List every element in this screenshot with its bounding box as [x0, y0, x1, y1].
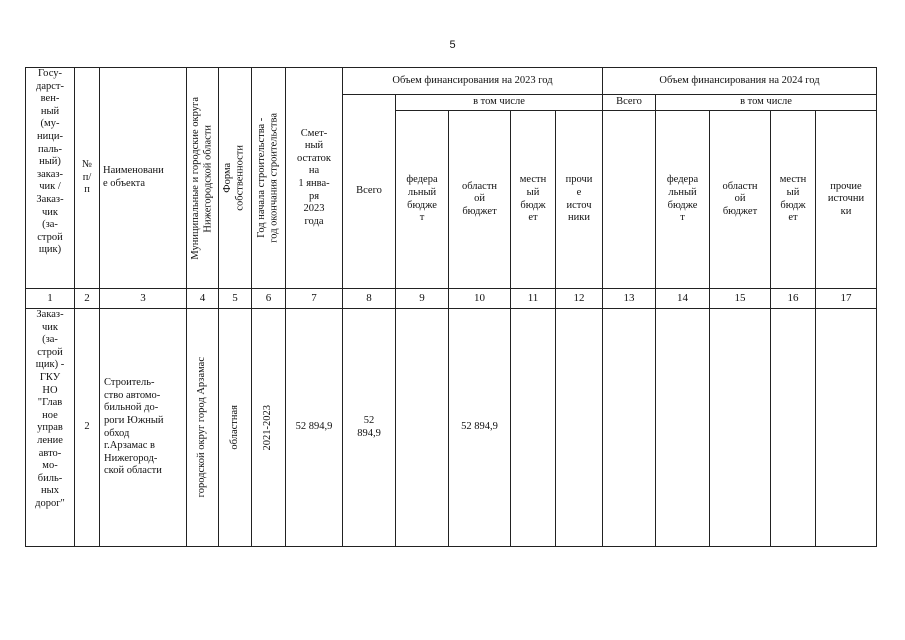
header-incl-2023: в том числе: [396, 95, 603, 111]
header-object-name: [100, 68, 187, 289]
text-line: п: [84, 184, 90, 196]
text-line: вен-: [40, 93, 60, 105]
text-line: дарст-: [36, 80, 64, 92]
text-line: источни: [827, 193, 865, 205]
text-line: год окончания строительства: [268, 113, 280, 243]
text-line: прочи: [565, 174, 593, 186]
header-other-2024: [816, 111, 877, 289]
text-line: льный: [668, 186, 697, 198]
header-federal-2023-text: [396, 174, 448, 224]
column-numbers-row: [26, 289, 877, 309]
column-number-11: 11: [511, 289, 556, 309]
row-customer: [26, 309, 75, 547]
text-line: федера: [666, 174, 699, 186]
text-line: бюдже: [667, 199, 698, 211]
column-number-7: 7: [286, 289, 343, 309]
text-line: областн: [722, 180, 758, 192]
text-line: бюджет: [462, 205, 497, 217]
text-line: №: [81, 159, 93, 171]
text-line: "Глав: [37, 397, 63, 409]
header-customer: [26, 68, 75, 289]
header-fin-2023: Объем финансирования на 2023 год: [343, 68, 603, 95]
column-number-9: 9: [396, 289, 449, 309]
text-line: чик: [41, 206, 58, 218]
header-municipal: [187, 68, 219, 289]
row-other-2023: [556, 309, 603, 547]
text-line: строй: [37, 231, 63, 243]
header-regional-2023: [449, 111, 511, 289]
text-line: щик) -: [35, 359, 65, 371]
text-line: ный: [40, 105, 60, 117]
header-federal-2023: [396, 111, 449, 289]
text-line: роги Южный: [104, 414, 164, 426]
text-line: 1 янва-: [298, 178, 330, 189]
text-line: авто-: [38, 447, 62, 459]
column-number-5: 5: [219, 289, 252, 309]
text-line: ря: [308, 190, 320, 202]
header-customer-text: [26, 68, 74, 257]
text-line: Наименовани: [103, 165, 164, 177]
row-number: 2: [75, 309, 100, 547]
text-line: строй: [37, 346, 63, 358]
column-number-17: 17: [816, 289, 877, 309]
header-other-2024-text: [816, 181, 876, 219]
row-ownership: [219, 309, 252, 547]
text-line: биль-: [37, 472, 63, 484]
header-other-2023: [556, 111, 603, 289]
text-line: мо-: [42, 460, 58, 472]
text-line: областн: [461, 180, 498, 192]
header-federal-2024: [656, 111, 710, 289]
text-line: ки: [840, 205, 852, 217]
row-regional-2024: [710, 309, 771, 547]
row-municipality-text: городской округ город Арзамас: [196, 357, 208, 498]
text-line: ый: [786, 186, 800, 198]
text-line: 2023: [303, 203, 325, 215]
column-number-12: 12: [556, 289, 603, 309]
text-line: бюдж: [780, 199, 806, 211]
column-number-1: 1: [26, 289, 75, 309]
text-line: ный: [304, 140, 324, 152]
text-line: управ: [37, 422, 63, 434]
text-line: источ: [566, 199, 592, 211]
header-local-2024-text: [771, 174, 815, 224]
header-local-2024: [771, 111, 816, 289]
column-number-14: 14: [656, 289, 710, 309]
table-row: [26, 309, 877, 547]
header-local-2023: [511, 111, 556, 289]
text-line: ый: [526, 186, 540, 198]
row-other-2024: [816, 309, 877, 547]
text-line: чик: [41, 321, 58, 333]
header-other-2023-text: [556, 174, 602, 224]
header-total-2024: Всего: [603, 95, 656, 111]
header-fin-2024: Объем финансирования на 2024 год: [603, 68, 877, 95]
header-years-text: [256, 113, 281, 243]
text-line: п/: [82, 171, 92, 183]
text-line: ных: [41, 485, 59, 497]
header-regional-2024: [710, 111, 771, 289]
header-object-name-text: [103, 165, 186, 190]
column-number-3: 3: [100, 289, 187, 309]
text-line: ет: [528, 212, 538, 224]
text-line: на: [308, 165, 320, 177]
text-line: т: [680, 212, 685, 224]
text-line: дорог": [35, 497, 65, 509]
text-line: т: [419, 212, 425, 224]
header-municipal-text: [190, 97, 215, 260]
row-regional-2023: 52 894,9: [449, 309, 511, 547]
row-municipality: [187, 309, 219, 547]
text-line: ство автомо-: [104, 389, 161, 401]
text-line: ление: [37, 434, 63, 446]
text-line: остаток: [296, 152, 332, 164]
text-line: щик): [38, 244, 62, 256]
text-line: е объекта: [103, 178, 146, 189]
text-line: года: [304, 215, 324, 227]
text-line: ой: [734, 193, 746, 205]
text-line: 52: [363, 414, 375, 426]
text-line: заказ-: [36, 168, 64, 180]
text-line: ГКУ: [39, 371, 61, 383]
header-regional-2023-text: [449, 181, 510, 219]
text-line: Строитель-: [104, 377, 155, 389]
text-line: Нижегород-: [104, 452, 158, 464]
row-total-2023: [343, 309, 396, 547]
text-line: ници-: [37, 130, 63, 142]
page-number: 5: [449, 39, 456, 51]
text-line: обход: [104, 427, 130, 439]
financing-table: [25, 67, 877, 547]
text-line: г.Арзамас в: [104, 440, 155, 452]
header-number: [75, 68, 100, 289]
text-line: ой: [474, 193, 485, 205]
text-line: ники: [568, 212, 590, 224]
header-regional-2024-text: [710, 181, 770, 219]
text-line: Нижегородской области: [202, 124, 214, 232]
row-federal-2023: [396, 309, 449, 547]
text-line: прочие: [830, 180, 862, 192]
text-line: Заказ-: [36, 193, 64, 205]
row-years: [252, 309, 286, 547]
row-federal-2024: [656, 309, 710, 547]
text-line: (за-: [42, 334, 58, 346]
header-ownership: [219, 68, 252, 289]
text-line: Форма: [222, 163, 234, 193]
header-incl-2024: в том числе: [656, 95, 877, 111]
header-remainder: [286, 68, 343, 289]
text-line: Год начала строительства -: [255, 117, 267, 239]
text-line: собственности: [235, 145, 246, 211]
header-total-2024-blank: [603, 111, 656, 289]
text-line: (за-: [42, 219, 58, 231]
header-years: [252, 68, 286, 289]
text-line: Смет-: [300, 127, 328, 139]
text-line: ской области: [104, 465, 162, 477]
row-years-text: 2021-2023: [262, 404, 274, 451]
column-number-16: 16: [771, 289, 816, 309]
text-line: ет: [788, 212, 798, 224]
text-line: (му-: [40, 118, 60, 130]
column-number-4: 4: [187, 289, 219, 309]
text-line: федера: [406, 174, 438, 186]
text-line: бюджет: [722, 205, 758, 217]
row-total-2024: [603, 309, 656, 547]
row-local-2023: [511, 309, 556, 547]
text-line: Госу-: [38, 68, 62, 79]
text-line: бюдж: [520, 199, 546, 211]
text-line: Заказ-: [36, 309, 64, 320]
column-number-2: 2: [75, 289, 100, 309]
row-object-name: [100, 309, 187, 547]
text-line: бильной до-: [104, 402, 159, 414]
row-local-2024: [771, 309, 816, 547]
text-line: ное: [42, 409, 58, 421]
header-number-text: [75, 159, 99, 197]
column-number-8: 8: [343, 289, 396, 309]
row-object-name-text: [104, 377, 186, 478]
text-line: НО: [42, 384, 58, 396]
text-line: 894,9: [357, 427, 381, 439]
text-line: чик /: [39, 181, 61, 193]
text-line: ный): [39, 156, 61, 168]
text-line: паль-: [38, 143, 62, 155]
text-line: местн: [779, 174, 807, 186]
column-number-6: 6: [252, 289, 286, 309]
header-remainder-text: [286, 128, 342, 229]
column-number-13: 13: [603, 289, 656, 309]
column-number-15: 15: [710, 289, 771, 309]
text-line: е: [576, 186, 582, 198]
text-line: местн: [519, 174, 547, 186]
row-total-2023-text: [343, 415, 395, 440]
row-remainder: 52 894,9: [286, 309, 343, 547]
header-local-2023-text: [511, 174, 555, 224]
row-ownership-text: областная: [228, 405, 240, 450]
text-line: льный: [407, 186, 437, 198]
row-customer-text: [26, 309, 74, 511]
text-line: Муниципальные и городские округа: [189, 96, 201, 260]
header-ownership-text: [222, 145, 247, 211]
header-federal-2024-text: [656, 174, 709, 224]
header-total-2023: Всего: [343, 95, 396, 289]
text-line: бюдже: [407, 199, 437, 211]
column-number-10: 10: [449, 289, 511, 309]
